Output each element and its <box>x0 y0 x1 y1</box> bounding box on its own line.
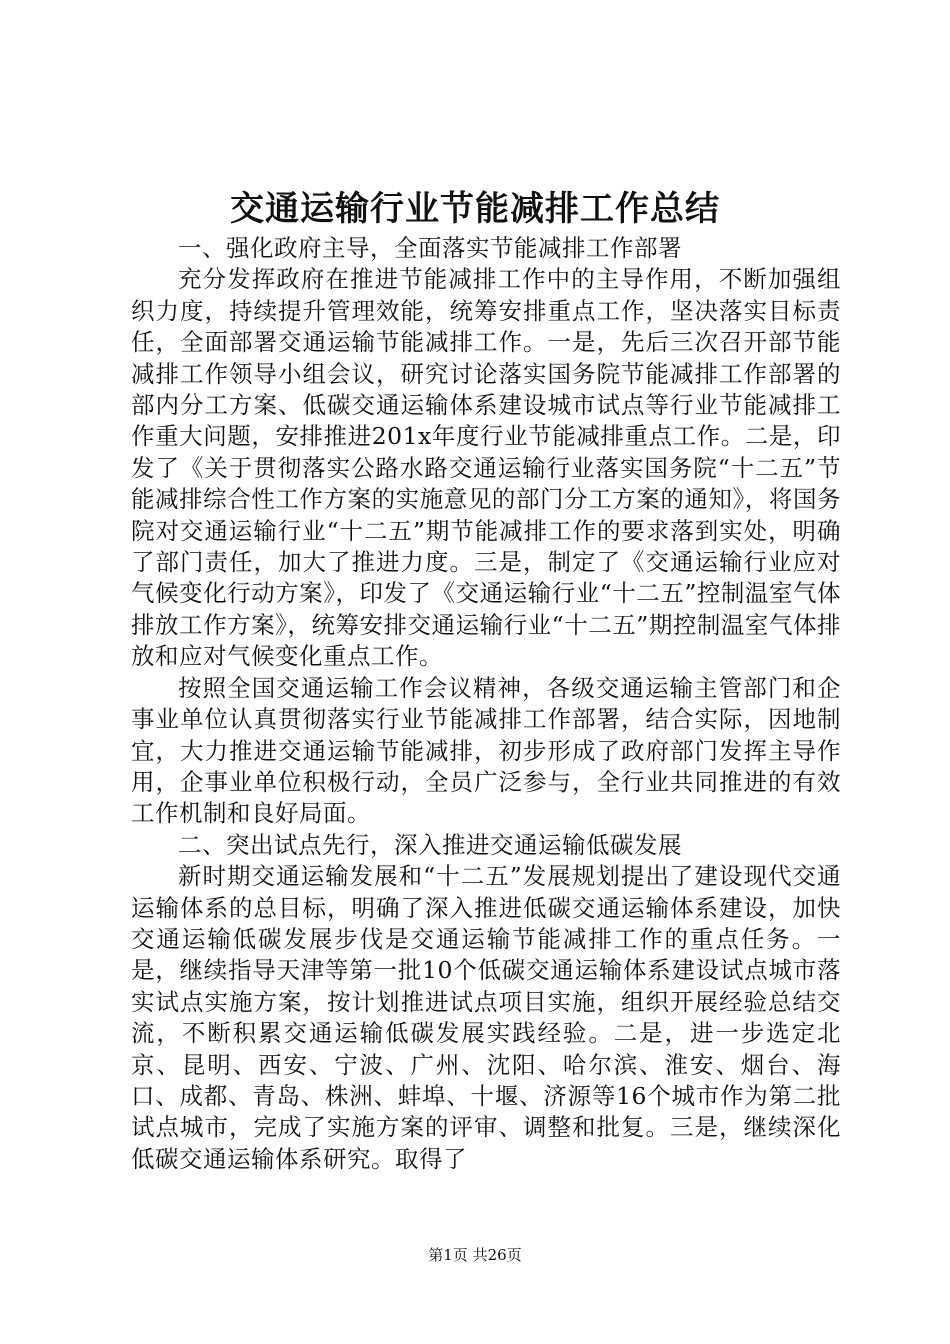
section-heading-2: 二、突出试点先行，深入推进交通运输低碳发展 <box>178 830 682 859</box>
page-number-footer: 第1页 共26页 <box>428 1246 522 1264</box>
document-body <box>131 233 841 1175</box>
body-paragraph-3: 新时期交通运输发展和“十二五”发展规划提出了建设现代交通运输体系的总目标，明确了深入推进低碳交通运输体系建设，加快交通运输低碳发展步伐是交通运输节能减排工作的重点任务。一是，继续指导天津等第一批10个低碳交通运输体系建设试点城市落实试点实施方案，按计划推进试点项目实施，组织开展经验总结交流，不断积累交通运输低碳发展实践经验。二是，进一步选定北京、昆明、西安、宁波、广州、沈阳、哈尔滨、淮安、烟台、海口、成都、青岛、株洲、蚌埠、十堰、济源等16个城市作为第二批试点城市，完成了实施方案的评审、调整和批复。三是，继续深化低碳交通运输体系研究。取得了 <box>131 862 841 1173</box>
section-heading-1: 一、强化政府主导，全面落实节能减排工作部署 <box>178 234 682 262</box>
body-paragraph-1: 充分发挥政府在推进节能减排工作中的主导作用，不断加强组织力度，持续提升管理效能，统筹安排重点工作，坚决落实目标责任，全面部署交通运输节能减排工作。一是，先后三次召开部节能减排工作领导小组会议，研究讨论落实国务院节能减排工作部署的部内分工方案、低碳交通运输体系建设城市试点等行业节能减排工作重大问题，安排推进201x年度行业节能减排重点工作。二是，印发了《关于贯彻落实公路水路交通运输行业落实国务院“十二五”节能减排综合性工作方案的实施意见的部门分工方案的通知》，将国务院对交通运输行业“十二五”期节能减排工作的要求落到实处，明确了部门责任，加大了推进力度。三是，制定了《交通运输行业应对气候变化行动方案》，印发了《交通运输行业“十二五”控制温室气体排放工作方案》，统筹安排交通运输行业“十二五”期控制温室气体排放和应对气候变化重点工作。 <box>131 265 841 671</box>
body-paragraph-2: 按照全国交通运输工作会议精神，各级交通运输主管部门和企事业单位认真贯彻落实行业节能减排工作部署，结合实际，因地制宜，大力推进交通运输节能减排，初步形成了政府部门发挥主导作用，企事业单位积极行动，全员广泛参与，全行业共同推进的有效工作机制和良好局面。 <box>131 673 841 828</box>
document-title: 交通运输行业节能减排工作总结 <box>230 189 720 229</box>
